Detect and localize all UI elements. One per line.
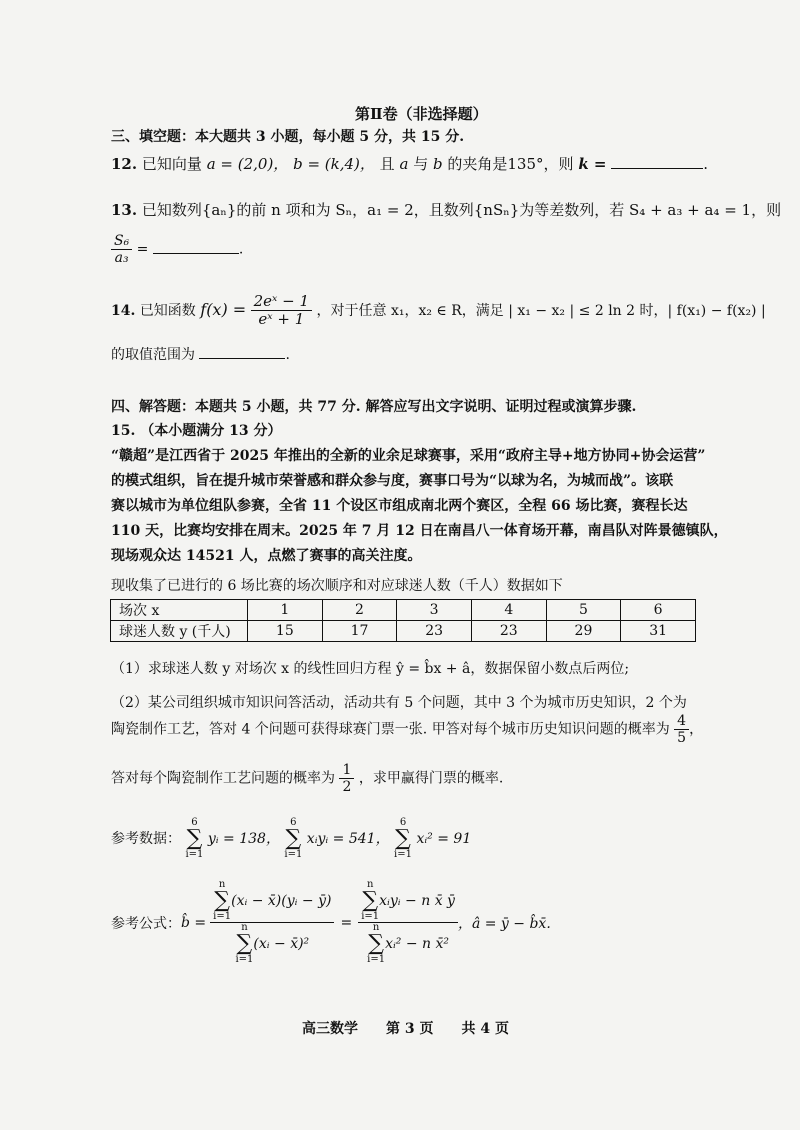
formula-fraction-2: n ∑ i=1 xᵢyᵢ − n x̄ ȳ n ∑ i=1 xᵢ² − n x̄² — [358, 880, 458, 965]
section3-title: 三、填空题：本大题共 3 小题，每小题 5 分，共 15 分. — [111, 129, 465, 145]
q12-text-1: 已知向量 — [141, 155, 202, 173]
f1-num: (xᵢ − x̄)(yᵢ − ȳ) — [231, 892, 332, 909]
q12-answer-blank[interactable] — [611, 168, 703, 169]
q14-text-2: ，对于任意 x₁，x₂ ∈ R，满足 | x₁ − x₂ | ≤ 2 ln 2 时，| f(x₁) − f(x₂) | — [316, 302, 766, 319]
q13-frac-den: a₃ — [114, 250, 129, 267]
q12-number: 12. — [111, 155, 138, 173]
fan-data-table — [110, 599, 696, 642]
table-cell: 4 — [471, 600, 546, 621]
q15-head: 15. （本小题满分 13 分） — [111, 423, 282, 439]
q15-subquestion-1: （1）求球迷人数 y 对场次 x 的线性回归方程 ŷ = b̂x + â，数据保留小数点后两位; — [111, 661, 630, 677]
q13-end: . — [238, 241, 244, 258]
question-12: 12. 已知向量 a = (2,0)， b = (k,4)， 且 a 与 b 的夹角是135°，则 k = . — [111, 155, 709, 173]
q13-line-1: 已知数列{aₙ}的前 n 项和为 Sₙ，a₁ = 2，且数列{nSₙ}为等差数列，若 S₄ + a₃ + a₄ = 1，则 — [141, 201, 782, 219]
q15-paragraph-3: 赛以城市为单位组队参赛，全省 11 个设区市组成南北两个赛区，全程 66 场比赛，赛程长达 — [111, 498, 688, 514]
p-history-num: 4 — [674, 713, 689, 730]
f2-num: xᵢyᵢ − n x̄ ȳ — [379, 892, 455, 909]
q13-answer-line — [111, 233, 243, 266]
reference-formula — [111, 880, 551, 965]
table-head-x: 场次 x — [111, 600, 248, 621]
table-cell: 15 — [248, 621, 323, 642]
q14-answer-line — [111, 344, 290, 364]
f1-den: (xᵢ − x̄)² — [253, 935, 310, 952]
formula-eq: = — [340, 914, 353, 931]
p-ceramic-num: 1 — [339, 762, 354, 779]
table-cell: 31 — [621, 621, 696, 642]
ref-sum-y: yᵢ = 138， — [207, 831, 280, 847]
q15-paragraph-6: 现收集了已进行的 6 场比赛的场次顺序和对应球迷人数（千人）数据如下 — [111, 578, 563, 594]
sum-symbol: 6 ∑ i=1 — [284, 817, 303, 860]
q15-paragraph-1: “赣超”是江西省于 2025 年推出的全新的业余足球赛事，采用“政府主导+地方协同+协会运营” — [111, 448, 706, 464]
q15-sub2-text-3a: 答对每个陶瓷制作工艺问题的概率为 — [111, 770, 335, 787]
q15-paragraph-5: 现场观众达 14521 人，点燃了赛事的高关注度。 — [111, 548, 422, 564]
q14-text-3: 的取值范围为 — [111, 347, 195, 363]
ref-sum-x2: xᵢ² = 91 — [416, 831, 472, 847]
q12-k: k = — [578, 155, 607, 173]
sum-symbol: 6 ∑ i=1 — [394, 817, 412, 860]
p-history-end: ， — [689, 721, 704, 738]
question-14 — [111, 293, 766, 329]
q15-subquestion-2-line-3 — [111, 762, 503, 795]
q15-sub2-text: 陶瓷制作工艺，答对 4 个问题可获得球赛门票一张. 甲答对每个城市历史知识问题的概率为 — [111, 721, 670, 738]
f2-den: xᵢ² − n x̄² — [385, 935, 450, 952]
page-footer: 高三数学 第 3 页 共 4 页 — [302, 1021, 509, 1037]
q14-fraction — [251, 293, 312, 329]
volume-title: 第Ⅱ卷（非选择题） — [355, 105, 488, 123]
q13-eq: = — [136, 241, 149, 258]
a-hat: ，â = ȳ − b̂x̄. — [457, 915, 551, 932]
reference-formula-label: 参考公式： — [111, 915, 181, 932]
q12-vector-b: b = (k,4)， — [293, 155, 375, 173]
q15-paragraph-4: 110 天，比赛均安排在周末。2025 年 7 月 12 日在南昌八一体育场开幕，南昌队对阵景德镇队， — [111, 523, 728, 539]
table-cell: 1 — [248, 600, 323, 621]
formula-fraction-1: n ∑ i=1 (xᵢ − x̄)(yᵢ − ȳ) n ∑ i=1 (xᵢ − x̄)² — [210, 880, 334, 965]
table-cell: 23 — [397, 621, 472, 642]
table-cell: 29 — [546, 621, 621, 642]
question-13 — [111, 199, 781, 220]
q12-text-4: 的夹角是135°，则 — [447, 155, 574, 173]
p-ceramic-fraction — [339, 762, 354, 795]
q12-text-2: 且 — [379, 155, 395, 173]
q12-end: . — [703, 155, 709, 173]
table-cell: 6 — [621, 600, 696, 621]
q13-number: 13. — [111, 201, 138, 219]
q14-frac-den: eˣ + 1 — [258, 310, 305, 329]
q13-fraction — [111, 233, 132, 266]
table-cell: 3 — [397, 600, 472, 621]
q14-number: 14. — [111, 302, 136, 319]
section4-title: 四、解答题：本题共 5 小题，共 77 分. 解答应写出文字说明、证明过程或演算步骤. — [111, 399, 637, 415]
table-head-y: 球迷人数 y (千人) — [111, 621, 248, 642]
q13-frac-num: S₆ — [111, 233, 132, 250]
sum-symbol: 6 ∑ i=1 — [185, 817, 204, 860]
q15-sub2-text-3b: ，求甲赢得门票的概率. — [358, 770, 504, 787]
p-history-fraction — [674, 713, 689, 746]
b-hat: b̂ = — [181, 914, 207, 931]
table-row-y — [111, 621, 696, 642]
p-ceramic-den: 2 — [342, 779, 352, 796]
table-cell: 5 — [546, 600, 621, 621]
q15-subquestion-2-line-1: （2）某公司组织城市知识问答活动，活动共有 5 个问题，其中 3 个为城市历史知识，2 个为 — [111, 695, 687, 711]
q13-answer-blank[interactable] — [153, 253, 239, 254]
q15-paragraph-2: 的模式组织，旨在提升城市荣誉感和群众参与度，赛事口号为“以球为名，为城而战”。该联 — [111, 473, 674, 489]
q14-frac-num: 2eˣ − 1 — [251, 293, 312, 311]
q14-end: . — [285, 347, 290, 363]
q12-vector-a: a = (2,0)， — [206, 155, 289, 173]
p-history-den: 5 — [677, 730, 687, 747]
q15-subquestion-2-line-2 — [111, 713, 703, 746]
q12-text-3: 与 — [413, 155, 429, 173]
reference-data-label: 参考数据： — [111, 831, 181, 847]
table-row-x — [111, 600, 696, 621]
table-cell: 17 — [322, 621, 397, 642]
reference-data — [111, 818, 471, 860]
q14-text-1: 已知函数 — [139, 302, 196, 319]
table-cell: 23 — [471, 621, 546, 642]
ref-sum-xy: xᵢyᵢ = 541， — [306, 831, 390, 847]
table-cell: 2 — [322, 600, 397, 621]
q14-answer-blank[interactable] — [199, 358, 285, 359]
q14-fx: f(x) = — [200, 299, 247, 319]
